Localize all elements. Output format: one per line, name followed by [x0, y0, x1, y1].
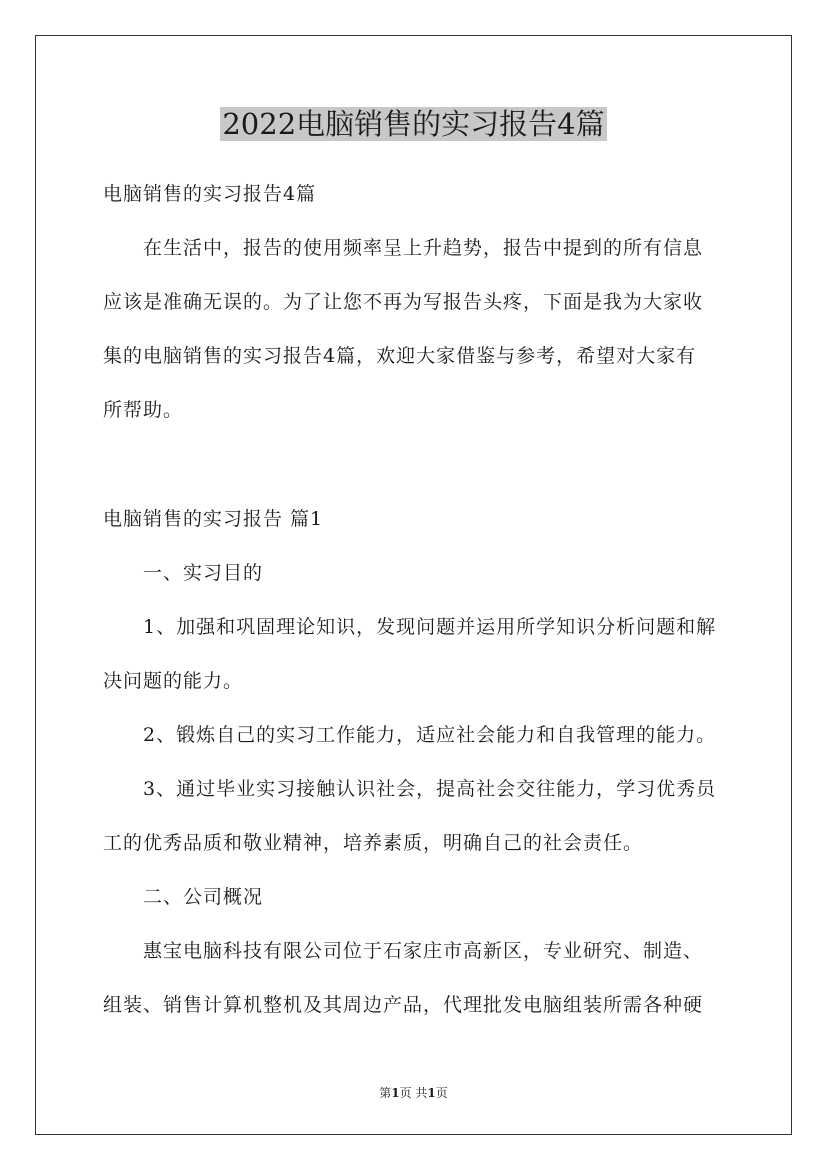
paragraph-line: 决问题的能力。: [103, 670, 244, 692]
paragraph-line: 集的电脑销售的实习报告4篇，欢迎大家借鉴与参考，希望对大家有: [103, 345, 697, 367]
subsection-heading: 一、实习目的: [143, 562, 264, 584]
footer-prefix: 第: [379, 1086, 392, 1100]
document-title-text: 2022电脑销售的实习报告4篇: [222, 107, 605, 141]
footer-mid: 页 共: [399, 1086, 428, 1100]
footer-suffix: 页: [435, 1086, 448, 1100]
intro-heading: 电脑销售的实习报告4篇: [103, 183, 317, 205]
footer-page-total: 1: [427, 1086, 436, 1100]
document-title: [0, 104, 827, 143]
paragraph-line: 应该是准确无误的。为了让您不再为写报告头疼，下面是我为大家收: [103, 291, 704, 313]
paragraph-line: 2、锻炼自己的实习工作能力，适应社会能力和自我管理的能力。: [143, 724, 717, 746]
paragraph-line: 在生活中，报告的使用频率呈上升趋势，报告中提到的所有信息: [143, 237, 704, 259]
page-footer: [0, 1085, 827, 1101]
section-heading: 电脑销售的实习报告 篇1: [103, 508, 324, 530]
paragraph-line: 组装、销售计算机整机及其周边产品，代理批发电脑组装所需各种硬: [103, 994, 704, 1016]
footer-page-number: 1: [391, 1086, 400, 1100]
paragraph-line: 1、加强和巩固理论知识，发现问题并运用所学知识分析问题和解: [143, 616, 717, 638]
paragraph-line: 工的优秀品质和敬业精神，培养素质，明确自己的社会责任。: [103, 832, 644, 854]
paragraph-line: 所帮助。: [103, 399, 184, 421]
paragraph-line: 3、通过毕业实习接触认识社会，提高社会交往能力，学习优秀员: [143, 778, 717, 800]
subsection-heading: 二、公司概况: [143, 886, 264, 908]
paragraph-line: 惠宝电脑科技有限公司位于石家庄市高新区，专业研究、制造、: [143, 940, 704, 962]
